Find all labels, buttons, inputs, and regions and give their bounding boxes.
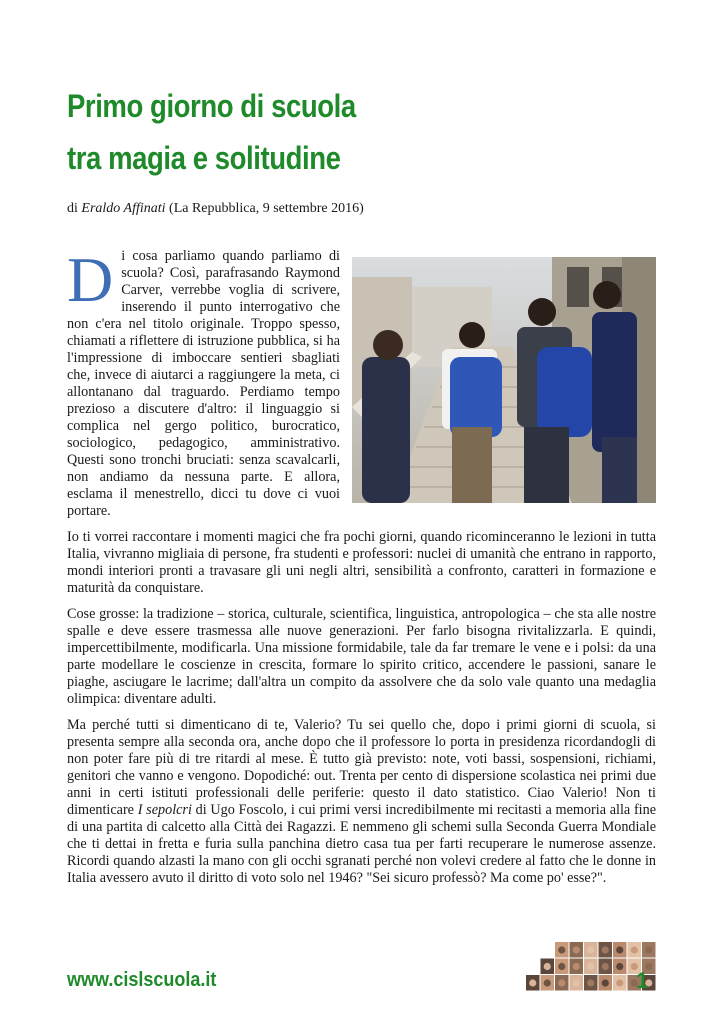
mosaic-face xyxy=(587,963,594,970)
mosaic-face xyxy=(587,979,594,986)
mosaic-face xyxy=(587,946,594,953)
mosaic-face xyxy=(616,979,623,986)
page-number: 1 xyxy=(636,968,649,993)
mosaic-face xyxy=(645,946,652,953)
website-link[interactable]: www.cislscuola.it xyxy=(67,969,217,991)
article-body xyxy=(67,244,657,896)
byline xyxy=(67,200,364,218)
mosaic-face xyxy=(602,946,609,953)
mosaic-face xyxy=(616,963,623,970)
mosaic-face xyxy=(616,946,623,953)
dropcap-letter: D xyxy=(67,244,114,315)
byline-prefix: di xyxy=(67,201,82,216)
paragraph-4 xyxy=(67,717,656,887)
mosaic-face xyxy=(544,963,551,970)
title-line-2: tra magia e solitudine xyxy=(67,140,341,176)
paragraph-4-text-a: Ma perché tutti si dimenticano di te, Valerio? Tu sei quello che, dopo i primi giorni di scuola, si presenta sempre alla seconda ora, anche dopo che il professore lo porta in presidenza ricordandogli di non poter fare più di tre ritardi al mese. È tutto già previsto: note, voti bassi, sospensioni, richiami, genitori che vanno e vengono. Dopodiché: out. Trenta per cento di dispersione scolastica nei primi due anni in certi istituti professionali delle periferie: questo il dato statistico. Ciao Valerio! Non ti dimenticare xyxy=(67,717,656,818)
paragraph-4-text-b: di Ugo Foscolo, i cui primi versi incredibilmente mi recitasti a memoria alla fine di una partita di calcetto alla Città dei Ragazzi. E nemmeno gli schemi sulla Seconda Guerra Mondiale che ti dettai in fretta e furia sulla panchina dietro casa tua per farti recuperare le numerose assenze. Ricordi quando alzasti la mano con gli occhi sgranati perché non volevi credere al fatto che le donne in Italia avessero avuto il diritto di voto solo nel 1946? "Sei sicuro professò? Ma come po' esse?". xyxy=(67,802,657,886)
paragraph-1-text: i cosa parliamo quando parliamo di scuola? Così, parafrasando Raymond Carver, verrebbe voglia di scrivere, inserendo il punto interrogativo che non c'era nel titolo originale. Troppo spesso, chiamati a riflettere di istruzione pubblica, si ha l'impressione di imboccare sentieri sbagliati che, invece di aiutarci a raggiungere la meta, ci allontanano dal traguardo. Perdiamo tempo prezioso a discutere d'altro: il linguaggio si complica nel gergo politico, burocratico, sociologico, pedagogico, amministrativo. Questi sono tronchi bruciati: senza scavalcarli, non andiamo da nessuna parte. E allora, esclama il menestrello, dicci tu dove ci vuoi portare. xyxy=(67,248,340,519)
students-photo xyxy=(352,257,656,503)
mosaic-face xyxy=(529,979,536,986)
book-title: I sepolcri xyxy=(137,802,192,818)
mosaic-face xyxy=(573,963,580,970)
mosaic-face xyxy=(573,979,580,986)
byline-author: Eraldo Affinati xyxy=(81,201,166,216)
mosaic-face xyxy=(631,946,638,953)
mosaic-face xyxy=(558,963,565,970)
mosaic-face xyxy=(544,979,551,986)
byline-source: (La Repubblica, 9 settembre 2016) xyxy=(165,201,364,216)
mosaic-face xyxy=(558,946,565,953)
article-title xyxy=(67,80,583,184)
mosaic-face xyxy=(558,979,565,986)
paragraph-3: Cose grosse: la tradizione – storica, culturale, scientifica, linguistica, antropologica – che sta alle nostre spalle e deve essere trasmessa alle nuove generazioni. Per farlo bisogna rivitalizzarla. E quindi, impercettibilmente, modificarla. Una missione formidabile, tale da far tremare le vene e i polsi: da una parte modellare le coscienze in crescita, formare lo spirito critico, accendere le passioni, sanare le piaghe, asciugare le lacrime; dall'altra un compito da assolvere che da solo vale quanto una medaglia olimpica: diventare adulti. xyxy=(67,606,656,707)
mosaic-face xyxy=(573,946,580,953)
mosaic-face xyxy=(602,963,609,970)
title-line-1: Primo giorno di scuola xyxy=(67,88,356,124)
mosaic-face xyxy=(602,979,609,986)
paragraph-2: Io ti vorrei raccontare i momenti magici che fra pochi giorni, quando ricominceranno le lezioni in tutta Italia, vivranno migliaia di persone, fra studenti e professori: nuclei di umanità che entrano in rapporto, mondi interiori pronti a travasare gli uni negli altri, sensibilità a confronto, caratteri in formazione e maturità da conquistare. xyxy=(67,529,656,596)
